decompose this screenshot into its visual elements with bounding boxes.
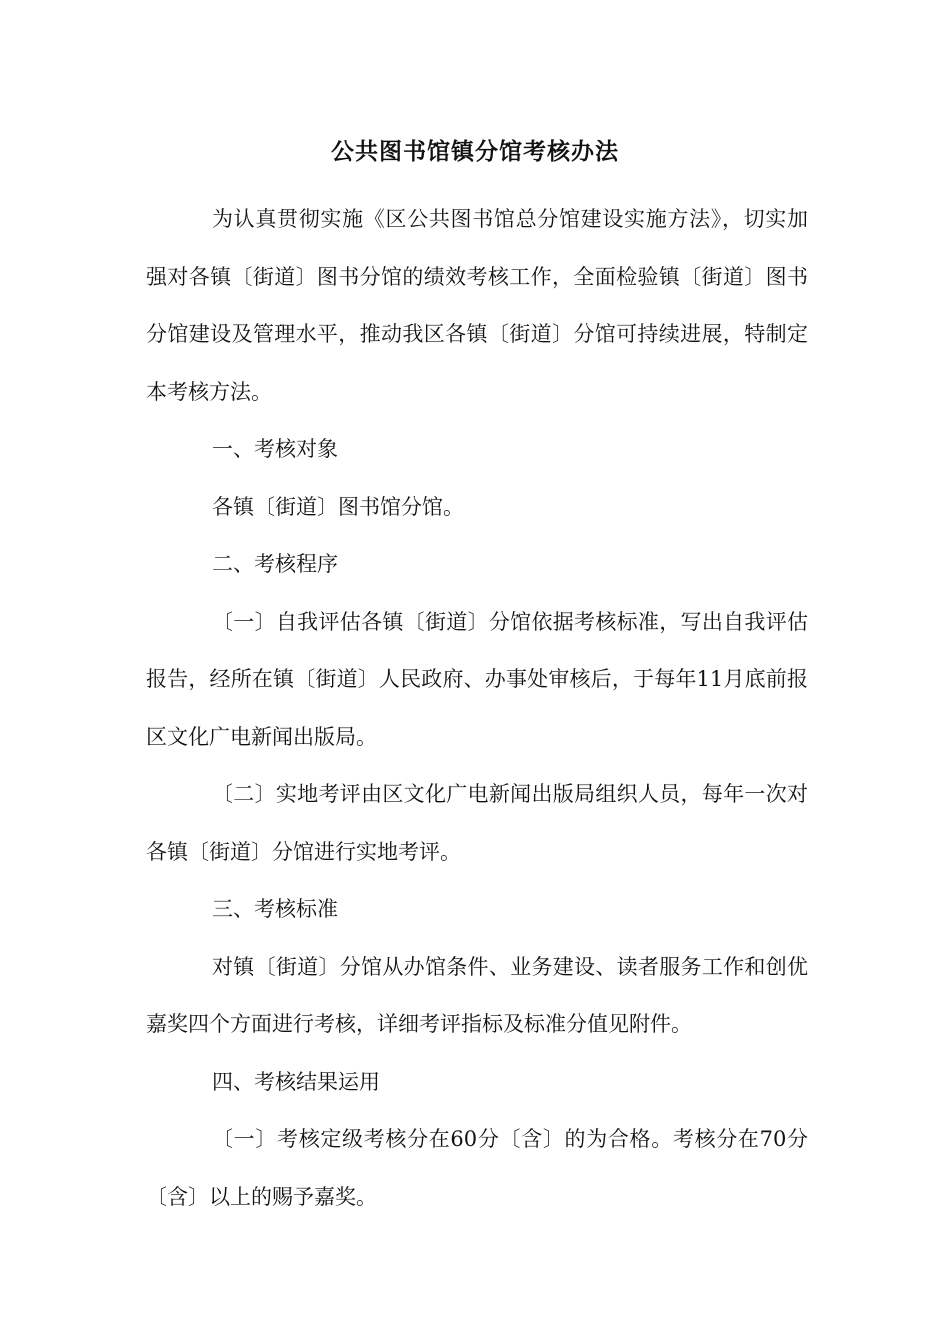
assessment-target-paragraph: 各镇〔街道〕图书馆分馆。 (212, 494, 464, 519)
section-heading-assessment-standard: 三、考核标准 (212, 897, 338, 921)
assessment-standard-paragraph: 对镇〔街道〕分馆从办馆条件、业务建设、读者服务工作和创优嘉奖四个方面进行考核，详细考评指标及标准分值见附件。 (146, 954, 808, 1036)
grading-paragraph: 〔一〕考核定级考核分在60分〔含〕的为合格。考核分在70分〔含〕以上的赐予嘉奖。 (146, 1127, 808, 1209)
intro-paragraph: 为认真贯彻实施《区公共图书馆总分馆建设实施方法》，切实加强对各镇〔街道〕图书分馆的绩效考核工作，全面检验镇〔街道〕图书分馆建设及管理水平，推动我区各镇〔街道〕分馆可持续进展，特制定本考核方法。 (146, 207, 808, 404)
document-body (146, 191, 808, 1226)
self-evaluation-paragraph: 〔一〕自我评估各镇〔街道〕分馆依据考核标准，写出自我评估报告，经所在镇〔街道〕人民政府、办事处审核后，于每年11月底前报区文化广电新闻出版局。 (146, 609, 808, 749)
field-evaluation-paragraph: 〔二〕实地考评由区文化广电新闻出版局组织人员，每年一次对各镇〔街道〕分馆进行实地考评。 (146, 782, 808, 864)
section-heading-assessment-target: 一、考核对象 (212, 437, 338, 461)
section-heading-assessment-procedure: 二、考核程序 (212, 552, 338, 576)
section-heading-result-application: 四、考核结果运用 (212, 1069, 380, 1094)
document-title: 公共图书馆镇分馆考核办法 (331, 138, 619, 165)
